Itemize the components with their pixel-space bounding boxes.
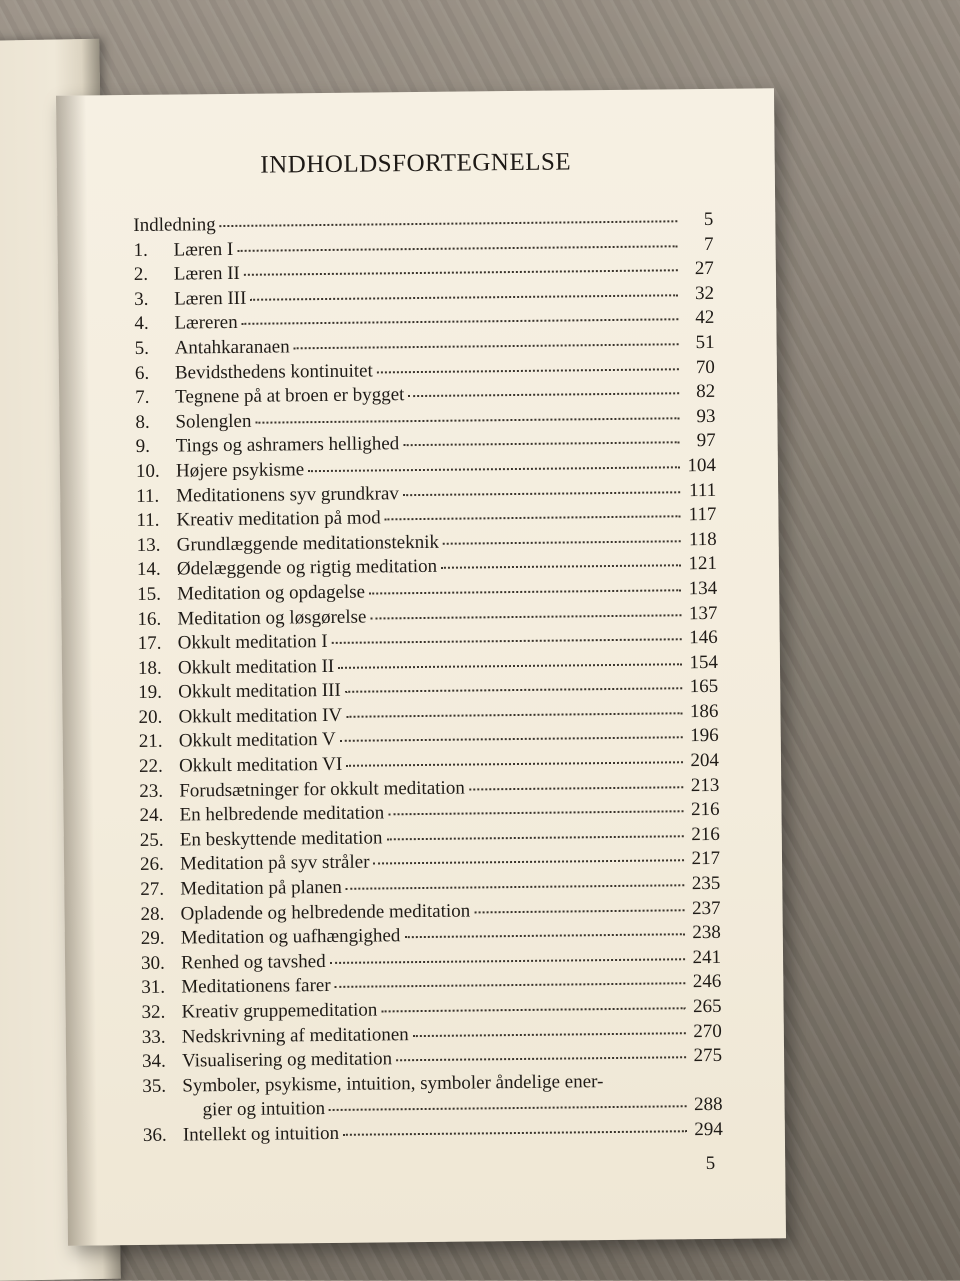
toc-entry-page: 246: [692, 971, 722, 993]
toc-entry-number: 26.: [139, 854, 164, 876]
toc-entry-page: 216: [691, 823, 720, 846]
toc-entry-label: Forudsætninger for okkult meditation: [179, 777, 465, 802]
page-number: 5: [705, 1152, 716, 1175]
dot-leader: [346, 712, 682, 718]
dot-leader: [338, 663, 682, 669]
dot-leader: [413, 1032, 686, 1037]
toc-entry-label: Antahkaranaen: [174, 336, 290, 359]
dot-leader: [255, 417, 679, 423]
toc-entry-page: 216: [690, 799, 720, 821]
toc-entry-page: 111: [688, 479, 717, 501]
dot-leader: [346, 884, 685, 890]
toc-entry-number: 27.: [140, 878, 165, 900]
dot-leader: [388, 811, 683, 816]
toc-entry-number: 2.: [133, 264, 149, 286]
dot-leader: [250, 294, 678, 300]
toc-entry-label: Kreativ gruppemeditation: [181, 999, 378, 1023]
toc-entry-number: 28.: [140, 903, 165, 925]
dot-leader: [244, 269, 678, 276]
toc-entry-page: 27: [694, 258, 714, 280]
toc-entry-page: 265: [692, 995, 722, 1018]
toc-entry-label: Læren I: [173, 238, 234, 261]
toc-entry-label: Indledning: [133, 214, 216, 236]
toc-entry-page: 93: [696, 405, 716, 427]
toc-entry-page: 97: [696, 430, 716, 452]
toc-entry-page: 7: [703, 233, 714, 255]
toc-entry-number: 30.: [140, 952, 165, 974]
toc-entry-page: 118: [688, 528, 717, 550]
toc-entry-label: Meditation og opdagelse: [177, 581, 366, 605]
dot-leader: [381, 1007, 685, 1012]
dot-leader: [441, 565, 681, 570]
toc-entry-page: 121: [688, 553, 718, 575]
toc-entry-label: Solenglen: [175, 410, 252, 433]
toc-entry-label: Meditation og uafhængighed: [180, 925, 401, 949]
toc-entry-page: 117: [688, 504, 717, 526]
toc-entry-number: 20.: [138, 706, 163, 728]
book-page: [56, 88, 786, 1245]
toc-entries: [134, 234, 723, 1076]
toc-entry-page: 137: [688, 602, 718, 624]
dot-leader: [377, 368, 679, 373]
toc-entry-number: 24.: [139, 804, 164, 827]
toc-entry-label: Meditation og løsgørelse: [177, 606, 367, 630]
dot-leader: [242, 319, 679, 326]
dot-leader: [345, 688, 682, 694]
toc-entry-page: 5: [703, 208, 714, 231]
toc-entry-label: Okkult meditation IV: [178, 704, 343, 728]
toc-entry-label: Tegnene på at broen er bygget: [175, 384, 405, 408]
dot-leader: [330, 958, 685, 964]
toc-entry-label: En helbredende meditation: [179, 802, 385, 826]
toc-entry-number: 13.: [136, 534, 161, 556]
dot-leader: [346, 761, 683, 767]
toc-entry-page: 217: [691, 848, 721, 870]
dot-leader: [308, 466, 680, 472]
toc-entry-36: [143, 1119, 723, 1150]
dot-leader: [335, 983, 686, 989]
toc-entry-page: 235: [691, 872, 721, 895]
toc-entry-page: 204: [690, 749, 720, 772]
toc-entry-label: Renhed og tavshed: [180, 950, 326, 974]
toc-entry-label: Meditationens syv grundkrav: [176, 482, 399, 507]
toc-entry-number: 22.: [138, 755, 163, 778]
toc-entry-number: 32.: [141, 1001, 166, 1023]
toc-entry-label: Okkult meditation II: [177, 655, 335, 679]
dot-leader: [369, 589, 681, 594]
toc-entry-number: 7.: [135, 386, 150, 409]
dot-leader: [370, 614, 681, 619]
toc-entry-number: 10.: [135, 460, 160, 482]
toc-entry-label: Intellekt og intuition: [182, 1122, 340, 1146]
toc-entry-page: 154: [689, 651, 719, 673]
dot-leader: [403, 442, 679, 447]
dot-leader: [408, 392, 679, 397]
dot-leader: [373, 860, 684, 865]
toc-entry-page: 238: [692, 922, 721, 944]
toc-entry-label: Okkult meditation V: [178, 729, 336, 753]
toc-entry-page: 51: [695, 331, 715, 354]
toc-entry-number: 5.: [134, 337, 150, 359]
dot-leader: [343, 1130, 687, 1136]
toc-entry-number: 3.: [134, 288, 149, 310]
toc-entry-label: Okkult meditation VI: [178, 753, 343, 777]
dot-leader: [386, 835, 683, 840]
toc-entry-page: 104: [687, 454, 717, 477]
toc-entry-page: 196: [690, 725, 719, 747]
toc-entry-page: 241: [692, 946, 722, 968]
toc-entry-label: Visualisering og meditation: [182, 1048, 393, 1072]
dot-leader: [294, 343, 679, 349]
toc-entry-label: Læren III: [174, 287, 247, 310]
toc-entry-page: 213: [690, 774, 720, 796]
toc-entry-number: 8.: [135, 411, 150, 433]
toc-entry-page: 32: [694, 282, 715, 304]
toc-entry-page: 237: [691, 897, 721, 919]
dot-leader: [404, 933, 684, 938]
toc-entry-number: 9.: [135, 436, 151, 458]
dot-leader: [469, 786, 683, 790]
toc-entry-label: Meditation på syv stråler: [179, 851, 370, 875]
toc-entry-number: 31.: [141, 977, 166, 999]
toc-entry-label: Grundlæggende meditationsteknik: [176, 531, 440, 556]
toc-entry-number: 19.: [138, 681, 163, 704]
toc-entry-number: 25.: [139, 829, 164, 851]
toc-entry-number: 4.: [134, 313, 149, 335]
toc-entry-number: 11.: [136, 485, 160, 507]
dot-leader: [474, 909, 684, 913]
toc-entry-label: Højere psykisme: [175, 459, 305, 482]
dot-leader: [396, 1056, 686, 1061]
toc-entry-label: Okkult meditation III: [178, 680, 341, 703]
toc-entry-label: Symboler, psykisme, intuition, symboler åndelige ener-: [182, 1070, 604, 1097]
toc-entry-number: 17.: [137, 632, 162, 655]
toc-entry-number: 34.: [142, 1050, 166, 1073]
dot-leader: [443, 540, 681, 544]
toc-entry-label: Opladende og helbredende meditation: [180, 900, 471, 925]
toc-entry-page: 294: [694, 1118, 723, 1141]
dot-leader: [403, 491, 680, 496]
toc-entry-label: Nedskrivning af meditationen: [181, 1023, 409, 1048]
toc-entry-number: 29.: [140, 927, 165, 950]
toc-entry-page: 186: [689, 700, 719, 723]
table-of-contents: [133, 209, 723, 1150]
dot-leader: [220, 220, 678, 227]
toc-entry-page: 42: [695, 307, 715, 329]
toc-entry-label: Tings og ashramers hellighed: [175, 433, 400, 457]
dot-leader: [332, 638, 682, 644]
toc-entry-label: Læren II: [173, 263, 240, 285]
toc-entry-page: 82: [696, 381, 716, 403]
toc-entry-page: 270: [693, 1020, 722, 1042]
toc-entry-number: 15.: [137, 583, 162, 605]
toc-entry-page: 134: [688, 577, 718, 600]
toc-entry-label: Læreren: [174, 312, 238, 334]
toc-entry-label: En beskyttende meditation: [179, 827, 383, 851]
toc-entry-number: 1.: [133, 239, 148, 261]
toc-entry-label: Meditationens farer: [181, 975, 331, 998]
toc-entry-number: 14.: [136, 559, 161, 581]
toc-entry-number: 18.: [137, 657, 162, 679]
page-title: INDHOLDSFORTEGNELSE: [260, 148, 572, 179]
toc-entry-number: 16.: [137, 608, 162, 630]
toc-entry-page: 288: [693, 1094, 723, 1116]
toc-entry-label: Kreativ meditation på mod: [176, 507, 381, 531]
dot-leader: [340, 737, 683, 743]
toc-entry-number: 35.: [142, 1075, 167, 1097]
toc-entry-number: 36.: [142, 1124, 167, 1146]
toc-entry-label: Okkult meditation I: [177, 631, 328, 654]
dot-leader: [237, 245, 677, 252]
toc-entry-number: 6.: [134, 362, 150, 384]
toc-entry-number: 23.: [139, 780, 164, 802]
toc-entry-page: 165: [689, 676, 719, 698]
toc-entry-label: Meditation på planen: [180, 876, 342, 900]
toc-entry-number: 11.: [136, 509, 160, 532]
toc-entry-page: 70: [695, 356, 715, 378]
toc-entry-page: 275: [693, 1045, 723, 1067]
toc-entry-number: 33.: [141, 1026, 166, 1048]
toc-entry-page: 146: [689, 626, 718, 649]
toc-entry-label: Bevidsthedens kontinuitet: [174, 360, 373, 384]
toc-entry-label: Ødelæggende og rigtig meditation: [176, 556, 438, 580]
dot-leader: [385, 515, 681, 520]
toc-entry-number: 21.: [138, 731, 163, 753]
dot-leader: [329, 1106, 687, 1112]
toc-entry-label-continued: gier og intuition: [202, 1098, 326, 1121]
